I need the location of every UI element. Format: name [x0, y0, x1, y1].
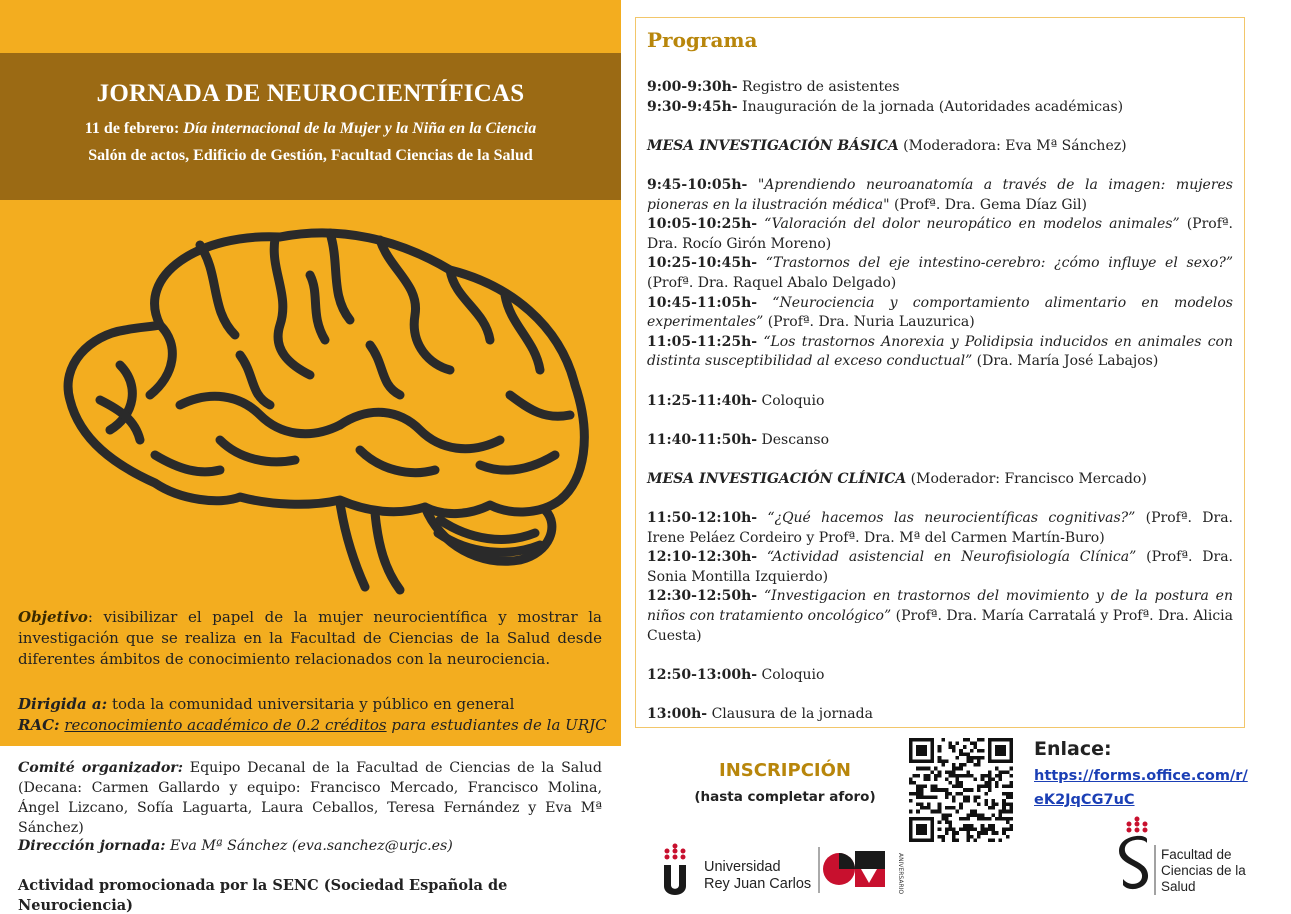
talk-title: “Trastornos del eje intestino-cerebro: ¿cómo influye el sexo?” [757, 255, 1233, 272]
registration-url-line1[interactable]: https://forms.office.com/r/ [1034, 768, 1248, 784]
objective-text: : visibilizar el papel de la mujer neurocientífica y mostrar la investigación que se realiza en la Facultad de Ciencias de la Salud desde diferentes ámbitos de conocimiento relacionados con la neurociencia. [18, 608, 602, 668]
anniversary-text: ANIVERSARIO [897, 853, 904, 895]
urjc-crown-icon [660, 843, 690, 899]
session-heading-basic [647, 137, 1233, 157]
session-heading-clinical [647, 470, 1233, 490]
item-time: 11:05-11:25h- [647, 333, 758, 350]
program-item [647, 176, 1233, 215]
registration-title: INSCRIPCIÓN [719, 760, 851, 781]
item-time: 12:10-12:30h- [647, 549, 758, 566]
program-item [647, 666, 1233, 686]
program-item [647, 254, 1233, 293]
registration-url-line2[interactable]: eK2JqCG7uC [1034, 792, 1135, 808]
program-item [647, 392, 1233, 412]
talk-title: “Investigacion en trastornos del movimiento y de la postura en niños con tratamiento oncológico” [647, 588, 1233, 625]
item-text: Clausura de la jornada [707, 706, 873, 722]
event-date-occasion: Día internacional de la Mujer y la Niña en la Ciencia [183, 120, 537, 137]
talk-speaker: (Profª. Dra. Irene Peláez Cordeiro y Profª. Dra. Mª del Carmen Martín-Buro) [647, 510, 1233, 546]
talk-speaker: (Profª. Dra. Nuria Lauzurica) [763, 314, 975, 331]
rac-label: RAC: [18, 716, 60, 734]
rac-line [18, 715, 608, 736]
talk-speaker: (Profª. Dra. Sonia Montilla Izquierdo) [647, 549, 1233, 585]
faculty-name-line2: Ciencias de la [1161, 863, 1246, 878]
session-title: MESA INVESTIGACIÓN BÁSICA [647, 137, 899, 154]
session-moderator: (Moderadora: Eva Mª Sánchez) [898, 137, 1127, 154]
audience-text: toda la comunidad universitaria y público en general [107, 695, 515, 713]
session-moderator: (Moderador: Francisco Mercado) [906, 470, 1147, 487]
program-item [647, 294, 1233, 333]
registration-block [690, 760, 880, 805]
rac-credits-link[interactable]: reconocimiento académico de 0.2 créditos [64, 716, 387, 734]
item-text: Coloquio [757, 392, 825, 409]
event-venue: Salón de actos, Edificio de Gestión, Facultad Ciencias de la Salud [88, 147, 533, 164]
talk-speaker: (Dra. María José Labajos) [972, 353, 1159, 370]
talk-title: "Aprendiendo neuroanatomía a través de la imagen: mujeres pioneras en la ilustración médica" [647, 176, 1233, 213]
item-time: 12:50-13:00h- [647, 666, 758, 683]
registration-subtitle: (hasta completar aforo) [694, 789, 876, 805]
qr-code-icon[interactable] [909, 738, 1013, 842]
audience-line [18, 694, 608, 715]
urjc-name-line2: Rey Juan Carlos [704, 876, 812, 892]
item-time: 11:50-12:10h- [647, 510, 758, 527]
senc-promotion: Actividad promocionada por la SENC (Sociedad Española de Neurociencia) [18, 877, 508, 914]
direction-text: Eva Mª Sánchez (eva.sanchez@urjc.es) [165, 838, 453, 854]
talk-speaker: (Profª. Dra. Raquel Abalo Delgado) [647, 274, 897, 291]
direction-label: Dirección jornada: [18, 838, 166, 854]
program-item [647, 98, 1233, 118]
item-time: 13:00h- [647, 706, 708, 722]
item-time: 10:05-10:25h- [647, 216, 758, 233]
urjc-name [704, 859, 811, 893]
title-band [0, 53, 621, 200]
committee-label: Comité organizador: [18, 760, 183, 776]
item-time: 11:40-11:50h- [647, 431, 758, 448]
event-direction [18, 836, 602, 856]
committee-text: Equipo Decanal de la Facultad de Ciencias de la Salud (Decana: Carmen Gallardo y equipo: Francisco Mercado, Francisco Molina, Ángel Lizcano, Sofía Laguarta, Laura Ceballos, Teresa Fernández y Eva Mª Sánchez) [18, 760, 602, 836]
program-item [647, 548, 1233, 587]
anniversary-logo [817, 845, 912, 895]
item-time: 10:25-10:45h- [647, 255, 758, 272]
program-title: Programa [647, 28, 758, 52]
registration-link-block [1034, 738, 1274, 812]
talk-title: “¿Qué hacemos las neurocientíficas cognitivas?” [757, 510, 1136, 527]
item-time: 11:25-11:40h- [647, 392, 758, 409]
item-text: Registro de asistentes [737, 79, 900, 95]
talk-speaker: (Profª. Dra. María Carratalá y Profª. Dra. Alicia Cuesta) [647, 608, 1233, 644]
talk-speaker: (Profª. Dra. Gema Díaz Gil) [889, 196, 1087, 213]
item-time: 9:30-9:45h- [647, 98, 738, 115]
objective-label: Objetivo [18, 608, 88, 626]
talk-title: “Los trastornos Anorexia y Polidipsia inducidos en animales con distinta susceptibilidad al exceso conductual” [647, 333, 1233, 370]
program-item [647, 431, 1233, 451]
event-date-label: 11 de febrero: [84, 120, 180, 137]
program-box [635, 17, 1245, 728]
program-item [647, 587, 1233, 646]
talk-speaker: (Profª. Dra. Rocío Girón Moreno) [647, 216, 1233, 252]
item-time: 9:00-9:30h- [647, 79, 738, 95]
item-time: 9:45-10:05h- [647, 176, 748, 193]
organizing-committee [18, 758, 602, 838]
faculty-logo [1115, 815, 1275, 900]
item-time: 12:30-12:50h- [647, 588, 758, 605]
item-time: 10:45-11:05h- [647, 294, 758, 311]
event-date [0, 120, 621, 138]
item-text: Coloquio [757, 666, 825, 683]
program-item [647, 333, 1233, 372]
session-title: MESA INVESTIGACIÓN CLÍNICA [647, 470, 907, 487]
objective-paragraph [18, 607, 602, 670]
brain-illustration [40, 215, 600, 605]
registration-url[interactable] [1034, 764, 1274, 812]
rac-text: para estudiantes de la URJC [386, 716, 607, 734]
faculty-name [1161, 847, 1246, 895]
talk-title: “Actividad asistencial en Neurofisiología Clínica” [757, 549, 1137, 566]
faculty-name-line1: Facultad de [1161, 847, 1232, 862]
faculty-emblem-icon [1115, 815, 1159, 900]
talk-title: “Neurociencia y comportamiento alimentario en modelos experimentales” [647, 294, 1233, 331]
program-item [647, 78, 1233, 98]
faculty-name-line3: Salud [1161, 879, 1196, 894]
event-title: JORNADA DE NEUROCIENTÍFICAS [96, 80, 525, 107]
item-text: Inauguración de la jornada (Autoridades académicas) [737, 98, 1124, 115]
item-text: Descanso [757, 431, 830, 448]
urjc-name-line1: Universidad [704, 859, 781, 875]
program-item [647, 705, 1233, 725]
program-item [647, 509, 1233, 548]
audience-label: Dirigida a: [18, 695, 108, 713]
talk-title: “Valoración del dolor neuropático en modelos animales” [757, 216, 1180, 233]
link-heading: Enlace: [1034, 738, 1112, 760]
program-item [647, 215, 1233, 254]
